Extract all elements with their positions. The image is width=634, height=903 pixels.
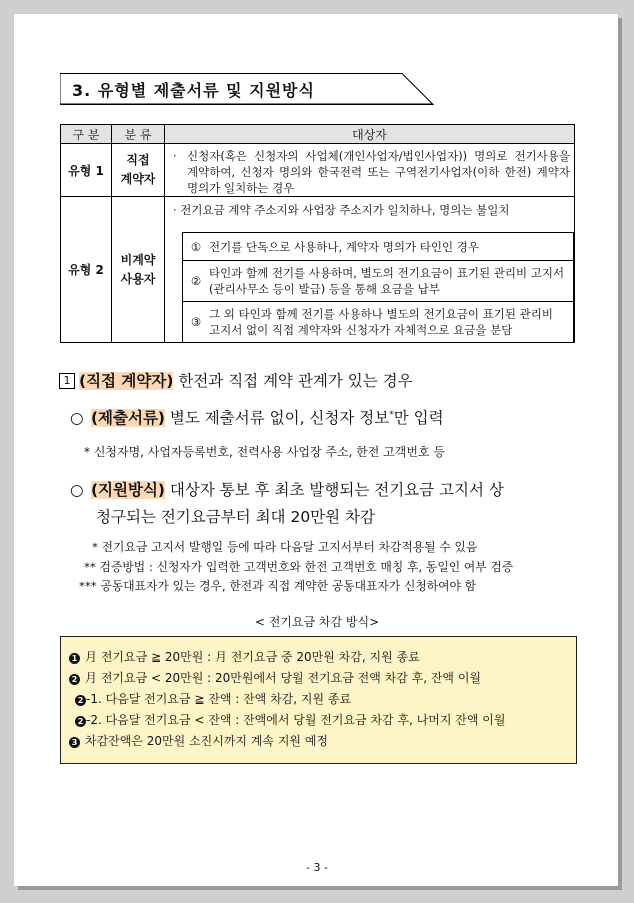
sub-text-cont: 청구되는 전기요금부터 최대 20만원 차감	[96, 508, 376, 526]
type-2-cell: 유형 2	[61, 197, 112, 343]
class-1-line1: 직접	[126, 153, 150, 167]
sub-text: 별도 제출서류 없이, 신청자 정보	[165, 409, 390, 427]
circle-bullet: ○	[70, 409, 84, 427]
method-text: 月 전기요금 < 20만원 : 20만원에서 당월 전기요금 전액 차감 후, 잔액 이월	[85, 671, 482, 685]
sub-label: (지원방식)	[90, 481, 165, 499]
sub-item-num: ②	[190, 274, 202, 288]
sub-item-num: ①	[190, 239, 202, 254]
sub-item	[182, 302, 574, 342]
sub-item-num: ③	[190, 315, 202, 329]
heading-label: (직접 계약자)	[79, 372, 174, 390]
section-title	[60, 73, 434, 105]
sub-tail: 만 입력	[393, 409, 444, 427]
header-class: 분 류	[112, 125, 165, 144]
page-shadow	[618, 18, 622, 890]
sub-item-text: 그 외 타인과 함께 전기를 사용하나 별도의 전기요금이 표기된 관리비 고지서 없이 직접 계약자와 신청자가 자체적으로 요금을 분담	[209, 307, 553, 337]
note: *** 공동대표자가 있는 경우, 한전과 직접 계약한 공동대표자가 신청하여야 함	[79, 579, 477, 593]
number-badge: 3	[69, 737, 80, 748]
number-badge: 2	[75, 695, 86, 706]
number-badge: 2	[69, 674, 80, 685]
method-line	[69, 710, 570, 731]
heading-direct-contractor	[59, 369, 413, 391]
number-badge: 1	[69, 653, 80, 664]
method-text: -2. 다음달 전기요금 < 잔액 : 잔액에서 당월 전기요금 차감 후, 나머지 잔액 이월	[86, 713, 506, 727]
class-1-cell	[112, 144, 165, 197]
method-text: 月 전기요금 ≧ 20만원 : 月 전기요금 중 20만원 차감, 지원 종료	[85, 650, 420, 664]
sub-item-text: 타인과 함께 전기를 사용하며, 별도의 전기요금이 표기된 관리비 고지서(관리사무소 등이 발급) 등을 통해 요금을 납부	[209, 266, 565, 296]
method-line	[69, 731, 570, 752]
table-row	[61, 144, 575, 197]
header-target: 대상자	[165, 125, 575, 144]
target-2-head: · 전기요금 계약 주소지와 사업장 주소지가 일치하나, 명의는 불일치	[173, 203, 510, 217]
sub-item	[182, 261, 574, 302]
types-table	[60, 124, 575, 343]
target-2-cell	[165, 197, 575, 343]
sub-item	[182, 232, 574, 261]
method-text: 차감잔액은 20만원 소진시까지 계속 지원 예정	[85, 734, 328, 748]
sub-item-text: 전기를 단독으로 사용하나, 계약자 명의가 타인인 경우	[209, 239, 479, 254]
class-2-cell	[112, 197, 165, 343]
method-box	[60, 636, 577, 764]
circle-bullet: ○	[70, 481, 84, 499]
section-title-text: 3. 유형별 제출서류 및 지원방식	[72, 81, 315, 100]
bullet: ·	[173, 149, 177, 163]
page-number: - 3 -	[306, 861, 328, 874]
footnote-mark: *	[389, 409, 394, 420]
class-2-line2: 사용자	[120, 271, 156, 286]
header-type: 구 분	[61, 125, 112, 144]
method-line	[69, 647, 570, 668]
sub-documents	[70, 406, 444, 428]
sub-label: (제출서류)	[90, 409, 165, 427]
method-text: -1. 다음달 전기요금 ≧ 잔액 : 잔액 차감, 지원 종료	[86, 692, 352, 706]
box-number: 1	[59, 373, 75, 389]
target-1-cell	[165, 144, 575, 197]
sub-support-method	[70, 478, 504, 500]
sub-text: 대상자 통보 후 최초 발행되는 전기요금 고지서 상	[165, 481, 504, 499]
note: ** 검증방법 : 신청자가 입력한 고객번호와 한전 고객번호 매칭 후, 동일인 여부 검증	[84, 560, 514, 574]
method-line	[69, 668, 570, 689]
target-1-text: 신청자(혹은 신청자의 사업체(개인사업자/법인사업자)) 명의로 전기사용을 계약하여, 신청자 명의와 한국전력 또는 구역전기사업자(이하 한전) 계약자 명의가 일치하는 경우	[187, 149, 570, 195]
note: * 신청자명, 사업자등록번호, 전력사용 사업장 주소, 한전 고객번호 등	[84, 445, 445, 459]
table-header-row	[61, 125, 575, 144]
page-shadow	[18, 886, 622, 890]
class-1-line2: 계약자	[120, 172, 156, 186]
heading-text: 한전과 직접 계약 관계가 있는 경우	[173, 372, 413, 390]
type-1-cell: 유형 1	[61, 144, 112, 197]
number-badge: 2	[75, 716, 86, 727]
method-caption: < 전기요금 차감 방식>	[254, 615, 380, 629]
method-line	[69, 689, 570, 710]
table-row	[61, 197, 575, 343]
class-2-line1: 비계약	[120, 252, 156, 267]
note: * 전기요금 고지서 발행일 등에 따라 다음달 고지서부터 차감적용될 수 있음	[92, 540, 478, 554]
